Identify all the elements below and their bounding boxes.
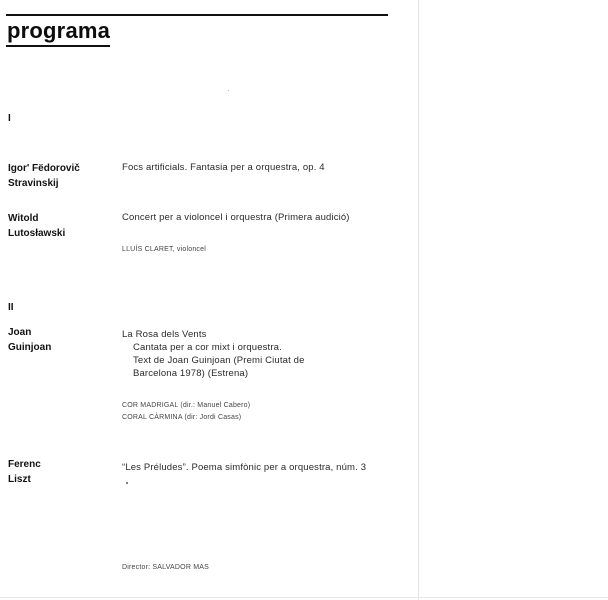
composer-stravinskij: [8, 161, 80, 191]
top-rule: [6, 14, 388, 16]
composer-lutoslawski: [8, 211, 65, 241]
performers-lutoslawski: [122, 244, 206, 256]
work-line: Focs artificials. Fantasia per a orquestra, op. 4: [122, 162, 325, 173]
performer-line: LLUÍS CLARET, violoncel: [122, 246, 206, 253]
work-line: Text de Joan Guinjoan (Premi Ciutat de: [133, 355, 305, 366]
work-lutoslawski: [122, 211, 350, 224]
title-underline: [6, 45, 110, 47]
composer-last-name: Stravinskij: [8, 178, 59, 189]
composer-first-name: Witold: [8, 213, 39, 224]
work-line: Cantata per a cor mixt i orquestra.: [133, 342, 282, 353]
composer-first-name: Ferenc: [8, 459, 41, 470]
director-credit: Director: SALVADOR MAS: [122, 564, 209, 571]
performer-line: CORAL CÀRMINA (dir: Jordi Casas): [122, 414, 242, 421]
composer-last-name: Lutosławski: [8, 228, 66, 239]
composer-liszt: [8, 457, 41, 487]
composer-guinjoan: [8, 325, 51, 355]
paper-speck: [228, 90, 229, 91]
composer-last-name: Guinjoan: [8, 342, 52, 353]
page-edge: [418, 0, 419, 600]
work-liszt: [122, 461, 366, 474]
work-title-line: La Rosa dels Vents: [122, 329, 207, 340]
part-label-1: I: [8, 113, 11, 124]
work-stravinskij: [122, 161, 325, 174]
performer-line: COR MADRIGAL (dir.: Manuel Cabero): [122, 402, 251, 409]
page-title: programa: [7, 18, 111, 43]
bottom-edge: [0, 597, 608, 598]
work-line: Concert per a violoncel i orquestra (Primera audició): [122, 212, 350, 223]
work-line: “Les Préludes”. Poema simfònic per a orquestra, núm. 3: [122, 462, 367, 473]
work-guinjoan: [122, 328, 305, 380]
performers-guinjoan: [122, 400, 250, 424]
part-label-2: II: [8, 302, 14, 313]
composer-first-name: Igor' Fëdorovič: [8, 163, 80, 174]
composer-last-name: Liszt: [8, 474, 31, 485]
ink-dot: [126, 482, 128, 484]
work-line: Barcelona 1978) (Estrena): [133, 368, 249, 379]
composer-first-name: Joan: [8, 327, 32, 338]
